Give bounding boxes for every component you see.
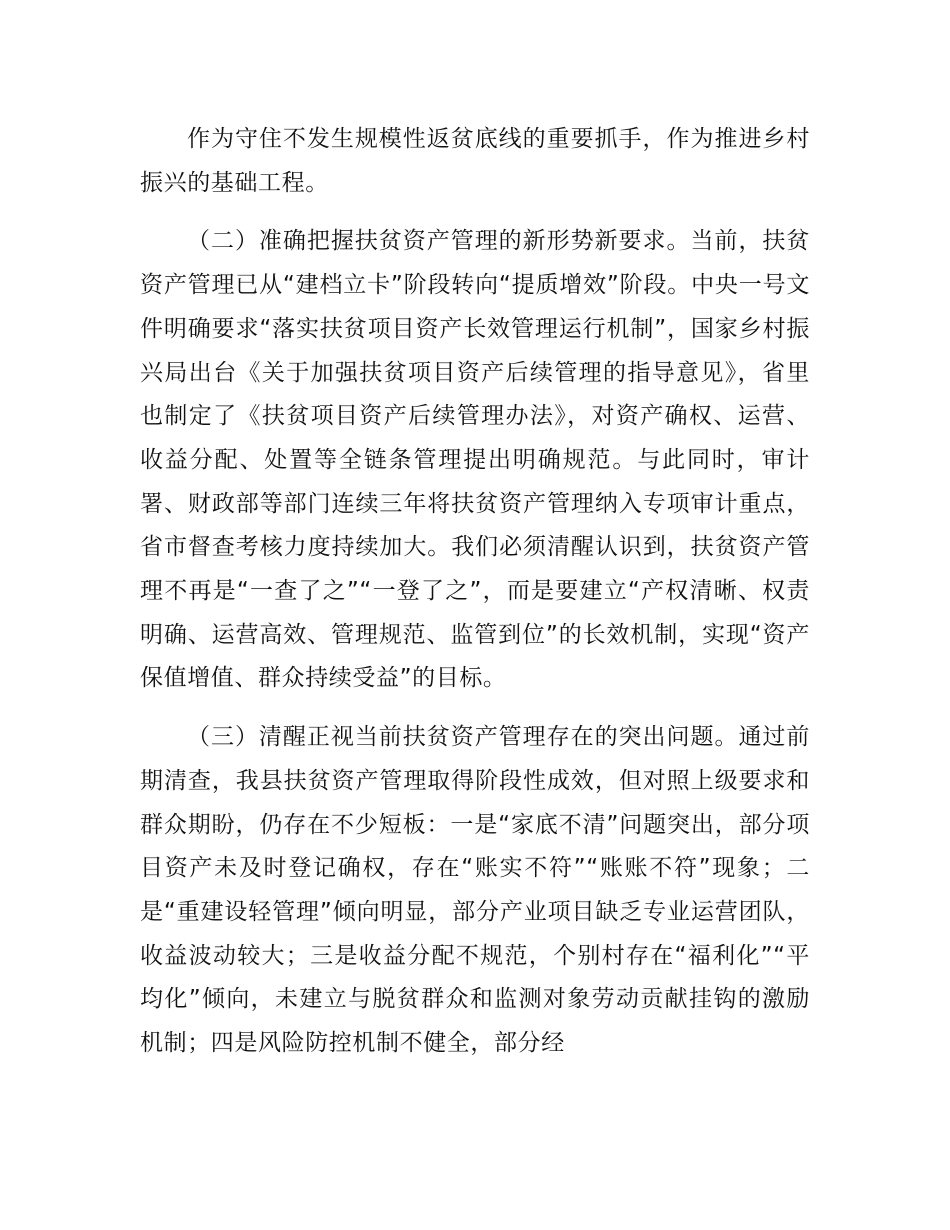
paragraph-3: （三）清醒正视当前扶贫资产管理存在的突出问题。通过前期清查，我县扶贫资产管理取得阶段性成效，但对照上级要求和群众期盼，仍存在不少短板：一是“家底不清”问题突出，部分项目资产未及时登记确权，存在“账实不符”“账账不符”现象；二是“重建设轻管理”倾向明显，部分产业项目缺乏专业运营团队，收益波动较大；三是收益分配不规范，个别村存在“福利化”“平均化”倾向，未建立与脱贫群众和监测对象劳动贡献挂钩的激励机制；四是风险防控机制不健全，部分经 bbox=[140, 724, 810, 1057]
body-text bbox=[140, 118, 810, 1066]
paragraph-1: 作为守住不发生规模性返贫底线的重要抓手，作为推进乡村振兴的基础工程。 bbox=[140, 126, 810, 196]
paragraph-2: （二）准确把握扶贫资产管理的新形势新要求。当前，扶贫资产管理已从“建档立卡”阶段转向“提质增效”阶段。中央一号文件明确要求“落实扶贫项目资产长效管理运行机制”，国家乡村振兴局出台《关于加强扶贫项目资产后续管理的指导意见》，省里也制定了《扶贫项目资产后续管理办法》，对资产确权、运营、收益分配、处置等全链条管理提出明确规范。与此同时，审计署、财政部等部门连续三年将扶贫资产管理纳入专项审计重点，省市督查考核力度持续加大。我们必须清醒认识到，扶贫资产管理不再是“一查了之”“一登了之”，而是要建立“产权清晰、权责明确、运营高效、管理规范、监管到位”的长效机制，实现“资产保值增值、群众持续受益”的目标。 bbox=[140, 228, 810, 692]
